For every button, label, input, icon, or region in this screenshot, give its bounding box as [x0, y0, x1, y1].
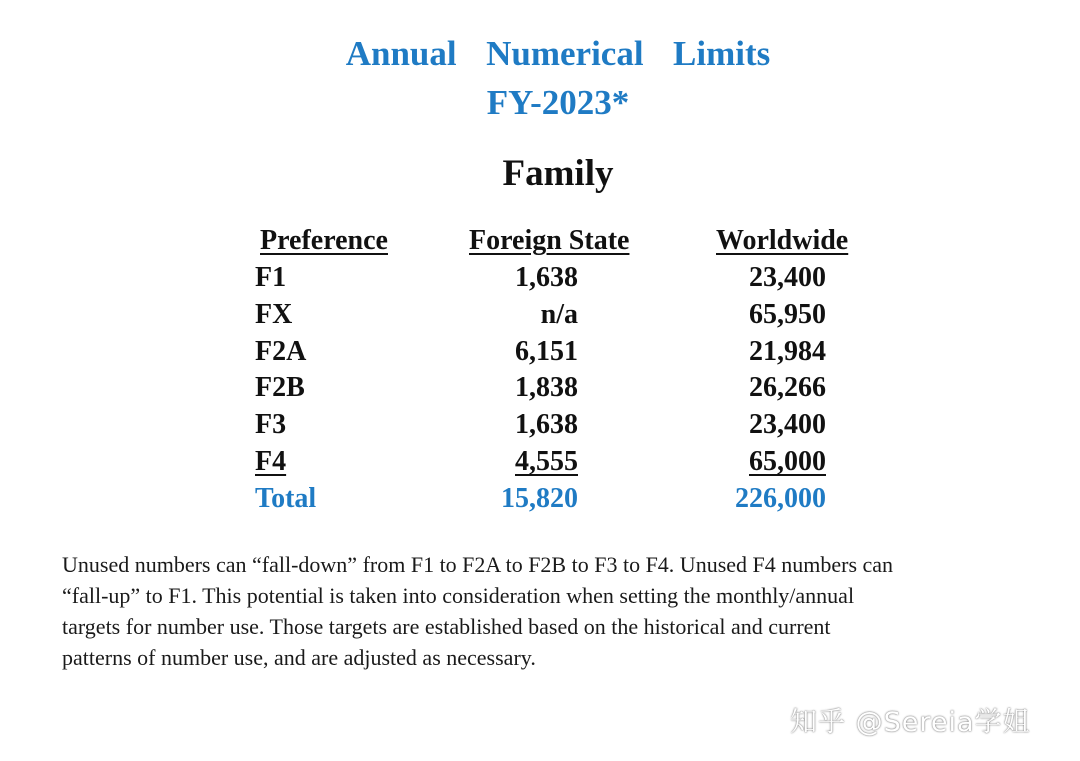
table-row-preference: F4	[255, 446, 287, 477]
table-row-preference: F2B	[255, 372, 305, 403]
table-row-foreign-state: 1,838	[515, 372, 578, 403]
page-subtitle-fiscal-year: FY-2023*	[486, 83, 630, 122]
watermark: 知乎 @Sereia学姐	[790, 707, 1031, 738]
footnote-line: Unused numbers can “fall-down” from F1 to F2A to F2B to F3 to F4. Unused F4 numbers can	[62, 552, 894, 577]
table-row-worldwide: 26,266	[749, 372, 826, 403]
table-row-foreign-state: n/a	[540, 299, 578, 330]
table-row-worldwide: 23,400	[749, 262, 826, 293]
table-row-foreign-state: 1,638	[515, 409, 578, 440]
footnote-paragraph	[62, 549, 1052, 673]
table-row-preference: F3	[255, 409, 287, 440]
column-header-foreign-state: Foreign State	[469, 225, 630, 256]
table-row-worldwide: 65,000	[749, 446, 826, 477]
footnote-line: patterns of number use, and are adjusted as necessary.	[62, 645, 536, 670]
total-foreign-state: 15,820	[501, 483, 578, 514]
table-row-foreign-state-cell	[380, 448, 578, 476]
footnote-line: “fall-up” to F1. This potential is taken into consideration when setting the monthly/annual	[62, 583, 855, 608]
section-heading: Family	[502, 153, 614, 194]
table-row-foreign-state: 4,555	[515, 446, 578, 477]
table-row-worldwide: 23,400	[749, 409, 826, 440]
table-row-foreign-state: 6,151	[515, 336, 578, 367]
page-title: Annual Numerical Limits	[345, 34, 771, 73]
table-row-preference: F2A	[255, 336, 307, 367]
column-header-preference: Preference	[260, 225, 388, 256]
column-header-worldwide: Worldwide	[716, 225, 849, 256]
table-row-worldwide-cell	[628, 448, 826, 476]
table-row-worldwide: 65,950	[749, 299, 826, 330]
table-row-worldwide: 21,984	[749, 336, 826, 367]
total-worldwide: 226,000	[735, 483, 826, 514]
total-label: Total	[255, 483, 317, 514]
table-row-preference: FX	[255, 299, 293, 330]
footnote-line: targets for number use. Those targets are established based on the historical and current	[62, 614, 831, 639]
table-row-preference: F1	[255, 262, 287, 293]
table-row-foreign-state: 1,638	[515, 262, 578, 293]
